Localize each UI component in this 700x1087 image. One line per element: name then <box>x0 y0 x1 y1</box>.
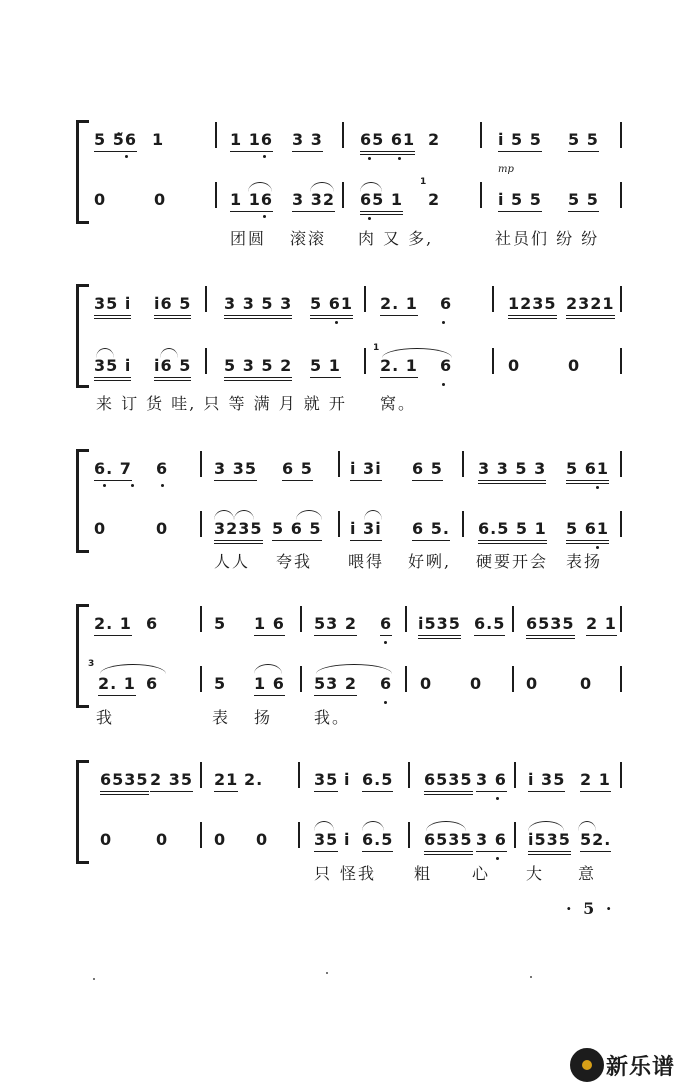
note-group: 5 61 <box>310 294 353 319</box>
note-group: 3 3 5 3 <box>478 459 546 484</box>
system-brace <box>76 604 87 708</box>
note-group: 5 61 <box>566 459 609 484</box>
lyric: 大 <box>526 864 545 883</box>
note-group: 3 6 <box>476 770 507 792</box>
note-group: 6.5 <box>362 830 393 852</box>
note-group: 2321 <box>566 294 615 319</box>
octave-dot <box>442 383 445 386</box>
note-group: 6 <box>440 294 453 313</box>
lyric: 怪我 <box>340 864 377 883</box>
note-group: 6 <box>440 356 453 375</box>
slur <box>316 664 392 674</box>
scan-speck <box>93 978 95 980</box>
note-group: i̇ 35 <box>528 770 565 792</box>
lyric: 意 <box>578 864 597 883</box>
barline <box>462 451 464 477</box>
note-group: 1 16 <box>230 190 273 212</box>
barline <box>620 511 622 537</box>
octave-dot <box>368 217 371 220</box>
note-group: i̇ 5 5 <box>498 190 542 212</box>
note-group: 5 5 <box>568 190 599 212</box>
note-group: 1 16 <box>230 130 273 152</box>
note-group: 2 1 <box>580 770 611 792</box>
barline <box>342 182 344 208</box>
barline <box>620 666 622 692</box>
note-group: 2. 1 <box>98 674 136 696</box>
lyric: 表扬 <box>566 552 603 571</box>
note-group: 6.5 <box>474 614 505 636</box>
note-group: 1235 <box>508 294 557 319</box>
barline <box>408 822 410 848</box>
barline <box>620 348 622 374</box>
slur <box>296 510 322 520</box>
score-system-4 <box>0 612 700 772</box>
note-group: i̇6 5 <box>154 294 191 319</box>
note-group: 2. 1 <box>94 614 132 636</box>
barline <box>408 762 410 788</box>
slur <box>248 182 272 192</box>
scan-speck <box>326 972 328 974</box>
barline <box>205 286 207 312</box>
note-group: 5 <box>214 674 227 693</box>
note-group: 6535 <box>424 770 473 795</box>
note-group: 2 1 <box>586 614 617 636</box>
slur <box>426 821 466 831</box>
barline <box>298 762 300 788</box>
note-group: 6535 <box>526 614 575 639</box>
note-group: 0 <box>508 356 521 375</box>
note-group: 3 3 <box>292 130 323 152</box>
note-group: 2. <box>244 770 264 789</box>
score-system-1 <box>0 128 700 288</box>
note-group: 0 <box>256 830 269 849</box>
note-group: i̇535 <box>528 830 571 855</box>
note-group: i̇ 5 5 <box>498 130 542 152</box>
barline <box>514 762 516 788</box>
slur <box>160 348 178 358</box>
slur <box>314 821 334 831</box>
barline <box>620 122 622 148</box>
note-group: 3 3 5 3 <box>224 294 292 319</box>
note-group: 6 <box>380 614 392 636</box>
octave-dot <box>103 484 106 487</box>
note-group: 65 1 <box>360 190 403 215</box>
lyric: 团圆 <box>230 229 267 248</box>
octave-dot <box>161 484 164 487</box>
note-group: 1 6 <box>254 614 285 636</box>
slur <box>364 510 382 520</box>
barline <box>298 822 300 848</box>
lyric: 好咧, <box>408 552 452 571</box>
slur <box>96 348 114 358</box>
note-group: 6 <box>146 674 159 693</box>
grace-marking: 1 <box>420 177 427 187</box>
note-group: 5 5̃6 <box>94 130 137 152</box>
octave-dot <box>442 321 445 324</box>
note-group: 35 <box>314 830 338 852</box>
barline <box>620 286 622 312</box>
note-group: 0 <box>420 674 433 693</box>
page-number: · 5 · <box>566 899 615 918</box>
octave-dot <box>496 857 499 860</box>
note-group: 6 <box>146 614 159 633</box>
barline <box>215 122 217 148</box>
octave-dot <box>384 701 387 704</box>
barline <box>200 762 202 788</box>
note-group: 6 5 <box>282 459 313 481</box>
lyric: 表 <box>212 708 231 727</box>
note-group: 0 <box>156 519 169 538</box>
slur <box>578 821 596 831</box>
note-group: 6535 <box>100 770 149 795</box>
octave-dot <box>335 321 338 324</box>
octave-dot <box>125 155 128 158</box>
note-group: 5 <box>214 614 227 633</box>
slur <box>360 182 382 192</box>
note-group: i̇ 3i̇ <box>350 519 382 541</box>
octave-dot <box>398 157 401 160</box>
note-group: 2. 1 <box>380 356 418 378</box>
note-group: 0 <box>156 830 169 849</box>
slur <box>382 348 452 358</box>
octave-dot <box>368 157 371 160</box>
note-group: 53 2 <box>314 614 357 636</box>
note-group: 1 6 <box>254 674 285 696</box>
barline <box>338 451 340 477</box>
slur <box>362 821 384 831</box>
record-disc-icon <box>570 1048 604 1082</box>
note-group: 35 <box>314 770 338 792</box>
note-group: 6. 7 <box>94 459 132 481</box>
barline <box>480 122 482 148</box>
octave-dot <box>131 484 134 487</box>
grace-marking: 1 <box>373 343 380 353</box>
note-group: 35 i̇ <box>94 294 131 319</box>
slur <box>100 664 166 674</box>
barline <box>620 762 622 788</box>
barline <box>364 348 366 374</box>
note-group: 0 <box>94 190 107 209</box>
note-group: 3 6 <box>476 830 507 852</box>
note-group: 0 <box>100 830 113 849</box>
note-group: 6535 <box>424 830 473 855</box>
barline <box>405 606 407 632</box>
lyric: 喂得 <box>348 552 385 571</box>
grace-marking: 3 <box>88 659 95 669</box>
lyric: 只 <box>314 864 333 883</box>
note-group: 5 6 5 <box>272 519 322 541</box>
note-group: 0 <box>154 190 167 209</box>
slur <box>310 182 334 192</box>
barline <box>492 286 494 312</box>
lyric: 扬 <box>254 708 273 727</box>
barline <box>338 511 340 537</box>
lyric: 肉 又 多, <box>358 229 434 248</box>
note-group: 35 i̇ <box>94 356 131 381</box>
note-group: 21 <box>214 770 238 792</box>
slur <box>254 664 282 674</box>
lyric: 我 <box>96 708 115 727</box>
note-group: 5 3 5 2 <box>224 356 292 381</box>
note-group: 52. <box>580 830 611 852</box>
lyric: 人人 <box>214 552 251 571</box>
lyric: 窝。 <box>380 394 417 413</box>
system-brace <box>76 760 87 864</box>
note-group: 3235 <box>214 519 263 544</box>
lyric: 夸我 <box>276 552 313 571</box>
lyric: 社员们 纷 纷 <box>495 229 600 248</box>
note-group: 0 <box>214 830 227 849</box>
lyric: 心 <box>472 864 491 883</box>
note-group: 6.5 5 1 <box>478 519 547 544</box>
note-group: 65 61 <box>360 130 415 155</box>
note-group: 53 2 <box>314 674 357 696</box>
barline <box>364 286 366 312</box>
system-brace <box>76 284 87 388</box>
barline <box>200 451 202 477</box>
note-group: 1 <box>152 130 165 149</box>
dynamic-marking: mp <box>498 164 514 175</box>
slur <box>528 821 564 831</box>
barline <box>342 122 344 148</box>
barline <box>620 606 622 632</box>
note-group: 3 35 <box>214 459 257 481</box>
note-group: 5 1 <box>310 356 341 378</box>
barline <box>480 182 482 208</box>
note-group: 6 5. <box>412 519 450 541</box>
note-group: i̇ <box>344 770 351 789</box>
note-group: 6 5 <box>412 459 443 481</box>
note-group: i̇535 <box>418 614 461 639</box>
note-group: 2 35 <box>150 770 193 792</box>
octave-dot <box>263 215 266 218</box>
barline <box>200 511 202 537</box>
lyric: 硬要开会 <box>476 552 549 571</box>
note-group: 6 <box>156 459 169 478</box>
barline <box>215 182 217 208</box>
barline <box>200 822 202 848</box>
system-brace <box>76 449 87 553</box>
barline <box>512 666 514 692</box>
octave-dot <box>596 486 599 489</box>
lyric: 我。 <box>314 708 351 727</box>
barline <box>405 666 407 692</box>
scan-speck <box>530 976 532 978</box>
note-group: 0 <box>470 674 483 693</box>
lyric: 粗 <box>414 864 433 883</box>
barline <box>300 666 302 692</box>
note-group: 6.5 <box>362 770 393 792</box>
watermark-logo <box>570 1048 694 1082</box>
octave-dot <box>384 641 387 644</box>
lyric: 来 订 货 哇, 只 等 满 月 就 开 <box>96 394 347 413</box>
barline <box>512 606 514 632</box>
note-group: 0 <box>580 674 593 693</box>
score-system-2 <box>0 292 700 452</box>
slur <box>234 510 254 520</box>
barline <box>200 606 202 632</box>
octave-dot <box>263 155 266 158</box>
note-group: 5 61 <box>566 519 609 544</box>
note-group: i̇ 3i̇ <box>350 459 382 481</box>
barline <box>620 182 622 208</box>
barline <box>514 822 516 848</box>
lyric: 滚滚 <box>290 229 327 248</box>
note-group: 0 <box>568 356 581 375</box>
note-group: 2 <box>428 190 441 209</box>
note-group: 2 <box>428 130 441 149</box>
barline <box>620 451 622 477</box>
barline <box>300 606 302 632</box>
watermark-text: 新乐谱 <box>606 1055 676 1080</box>
note-group: 0 <box>94 519 107 538</box>
note-group: 0 <box>526 674 539 693</box>
barline <box>205 348 207 374</box>
note-group: 3 32 <box>292 190 335 212</box>
octave-dot <box>496 797 499 800</box>
slur <box>214 510 234 520</box>
octave-dot <box>596 546 599 549</box>
score-system-3 <box>0 457 700 617</box>
note-group: 6 <box>380 674 393 693</box>
note-group: 5 5 <box>568 130 599 152</box>
barline <box>200 666 202 692</box>
note-group: 2. 1 <box>380 294 418 316</box>
barline <box>492 348 494 374</box>
note-group: i̇6 5 <box>154 356 191 381</box>
system-brace <box>76 120 87 224</box>
note-group: i̇ <box>344 830 351 849</box>
barline <box>462 511 464 537</box>
